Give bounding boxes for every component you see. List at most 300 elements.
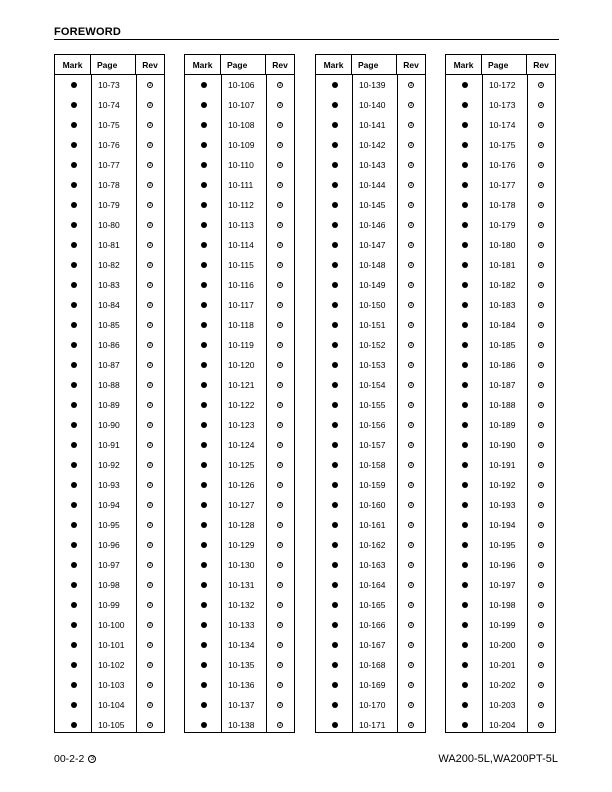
page-cell: 10-88: [98, 380, 120, 390]
revision-mark: 3: [409, 401, 413, 408]
page-cell: 10-199: [489, 620, 516, 630]
page-cell: 10-80: [98, 220, 120, 230]
revision-mark: 3: [278, 461, 282, 468]
mark-cell: [446, 515, 482, 535]
table-row: [316, 495, 425, 515]
bullet-icon: [201, 682, 207, 688]
page-cell: 10-150: [359, 300, 386, 310]
revision-mark: 3: [278, 401, 282, 408]
mark-cell: [185, 435, 221, 455]
page-cell: 10-194: [489, 520, 516, 530]
page-cell: 10-202: [489, 680, 516, 690]
bullet-icon: [201, 642, 207, 648]
mark-cell: [316, 675, 352, 695]
mark-cell: [185, 455, 221, 475]
bullet-icon: [332, 582, 338, 588]
revision-mark: 3: [539, 321, 543, 328]
rev-cell: [397, 135, 425, 155]
mark-cell: [185, 475, 221, 495]
bullet-icon: [201, 502, 207, 508]
table-row: [316, 575, 425, 595]
page-cell: 10-98: [98, 580, 120, 590]
mark-cell: [185, 95, 221, 115]
bullet-icon: [332, 122, 338, 128]
table-row: [55, 455, 164, 475]
mark-cell: [185, 155, 221, 175]
revision-mark: 3: [278, 141, 282, 148]
rev-cell: [527, 655, 555, 675]
mark-cell: [446, 635, 482, 655]
revision-mark: 3: [148, 281, 152, 288]
rev-cell: [266, 455, 294, 475]
mark-cell: [446, 315, 482, 335]
page-cell: 10-170: [359, 700, 386, 710]
page-cell: 10-125: [228, 460, 255, 470]
table-body: [185, 75, 294, 732]
table-row: [55, 255, 164, 275]
mark-cell: [316, 215, 352, 235]
table-row: [185, 215, 294, 235]
mark-cell: [185, 75, 221, 95]
bullet-icon: [201, 322, 207, 328]
rev-cell: [397, 275, 425, 295]
revision-mark: 3: [148, 561, 152, 568]
revision-mark: 3: [278, 681, 282, 688]
mark-cell: [55, 435, 91, 455]
rev-cell: [266, 255, 294, 275]
bullet-icon: [201, 202, 207, 208]
rev-cell: [527, 195, 555, 215]
revision-table-4: [445, 54, 556, 733]
bullet-icon: [201, 102, 207, 108]
rev-cell: [397, 315, 425, 335]
mark-cell: [316, 715, 352, 735]
bullet-icon: [332, 342, 338, 348]
table-row: [55, 315, 164, 335]
table-row: [316, 315, 425, 335]
table-row: [446, 675, 555, 695]
rev-cell: [266, 355, 294, 375]
mark-cell: [55, 235, 91, 255]
mark-cell: [446, 355, 482, 375]
bullet-icon: [201, 462, 207, 468]
revision-mark: 3: [409, 541, 413, 548]
bullet-icon: [332, 322, 338, 328]
rev-cell: [527, 455, 555, 475]
page-cell: 10-99: [98, 600, 120, 610]
bullet-icon: [332, 602, 338, 608]
rev-cell: [136, 235, 164, 255]
table-row: [185, 255, 294, 275]
bullet-icon: [332, 662, 338, 668]
table-row: [446, 375, 555, 395]
rev-cell: [397, 475, 425, 495]
rev-cell: [266, 615, 294, 635]
page-cell: 10-105: [98, 720, 125, 730]
revision-mark: 3: [148, 641, 152, 648]
revision-mark: 3: [409, 621, 413, 628]
page-cell: 10-122: [228, 400, 255, 410]
mark-cell: [316, 455, 352, 475]
table-row: [316, 115, 425, 135]
table-row: [55, 515, 164, 535]
mark-cell: [316, 175, 352, 195]
rev-cell: [136, 115, 164, 135]
mark-cell: [55, 335, 91, 355]
rev-cell: [397, 155, 425, 175]
revision-mark: 3: [278, 221, 282, 228]
mark-cell: [316, 535, 352, 555]
page-cell: 10-143: [359, 160, 386, 170]
table-row: [185, 695, 294, 715]
bullet-icon: [462, 262, 468, 268]
rev-cell: [397, 195, 425, 215]
table-row: [316, 255, 425, 275]
bullet-icon: [201, 402, 207, 408]
rev-cell: [397, 75, 425, 95]
table-row: [185, 575, 294, 595]
bullet-icon: [71, 442, 77, 448]
page-cell: 10-152: [359, 340, 386, 350]
mark-cell: [316, 335, 352, 355]
table-row: [55, 75, 164, 95]
bullet-icon: [201, 522, 207, 528]
rev-cell: [136, 515, 164, 535]
rev-cell: [397, 395, 425, 415]
column-header-mark: Mark: [446, 55, 482, 74]
rev-cell: [266, 655, 294, 675]
revision-mark: 3: [409, 161, 413, 168]
page-cell: 10-183: [489, 300, 516, 310]
bullet-icon: [462, 422, 468, 428]
mark-cell: [55, 355, 91, 375]
revision-mark: 3: [278, 261, 282, 268]
page-cell: 10-114: [228, 240, 254, 250]
revision-mark: 3: [148, 581, 152, 588]
revision-mark: 3: [278, 601, 282, 608]
table-row: [55, 715, 164, 735]
mark-cell: [55, 455, 91, 475]
table-row: [185, 495, 294, 515]
revision-mark: 3: [278, 201, 282, 208]
page-cell: 10-93: [98, 480, 120, 490]
mark-cell: [55, 175, 91, 195]
table-row: [55, 275, 164, 295]
bullet-icon: [332, 182, 338, 188]
table-row: [55, 195, 164, 215]
revision-mark: 3: [409, 461, 413, 468]
bullet-icon: [332, 282, 338, 288]
page-cell: 10-112: [228, 200, 254, 210]
table-row: [316, 155, 425, 175]
bullet-icon: [71, 202, 77, 208]
revision-mark: 3: [148, 701, 152, 708]
table-body: [446, 75, 555, 732]
revision-mark: 3: [278, 441, 282, 448]
footer-page-number-block: [54, 753, 96, 765]
table-body: [316, 75, 425, 732]
page-cell: 10-73: [98, 80, 120, 90]
page-cell: 10-148: [359, 260, 386, 270]
rev-cell: [136, 335, 164, 355]
revision-mark: 3: [409, 501, 413, 508]
bullet-icon: [201, 702, 207, 708]
column-header-rev: Rev: [272, 59, 288, 70]
mark-cell: [446, 655, 482, 675]
mark-cell: [55, 595, 91, 615]
bullet-icon: [201, 182, 207, 188]
mark-cell: [185, 595, 221, 615]
bullet-icon: [462, 502, 468, 508]
mark-cell: [185, 535, 221, 555]
mark-cell: [446, 615, 482, 635]
bullet-icon: [201, 162, 207, 168]
page-cell: 10-146: [359, 220, 386, 230]
bullet-icon: [462, 222, 468, 228]
bullet-icon: [201, 662, 207, 668]
table-row: [316, 375, 425, 395]
rev-cell: [527, 235, 555, 255]
column-header-mark: Mark: [316, 55, 352, 74]
table-row: [316, 515, 425, 535]
revision-mark: 3: [539, 121, 543, 128]
revision-mark: 3: [409, 681, 413, 688]
table-row: [446, 395, 555, 415]
page-cell: 10-76: [98, 140, 120, 150]
mark-cell: [316, 255, 352, 275]
mark-cell: [185, 135, 221, 155]
mark-cell: [185, 175, 221, 195]
footer-model: WA200-5L,WA200PT-5L: [438, 753, 558, 765]
page-cell: 10-163: [359, 560, 386, 570]
mark-cell: [446, 595, 482, 615]
revision-mark: 3: [148, 661, 152, 668]
table-row: [446, 615, 555, 635]
table-row: [185, 315, 294, 335]
mark-cell: [185, 415, 221, 435]
table-row: [316, 695, 425, 715]
revision-mark: 3: [409, 201, 413, 208]
table-row: [316, 295, 425, 315]
bullet-icon: [71, 722, 77, 728]
revision-mark: 3: [409, 301, 413, 308]
bullet-icon: [332, 522, 338, 528]
rev-cell: [266, 235, 294, 255]
rev-cell: [527, 595, 555, 615]
table-row: [185, 415, 294, 435]
revision-mark: 3: [409, 281, 413, 288]
table-row: [185, 275, 294, 295]
revision-mark: 3: [409, 441, 413, 448]
page-cell: 10-91: [98, 440, 120, 450]
mark-cell: [55, 75, 91, 95]
bullet-icon: [201, 362, 207, 368]
rev-cell: [397, 655, 425, 675]
rev-cell: [136, 495, 164, 515]
page-cell: 10-137: [228, 700, 255, 710]
bullet-icon: [332, 402, 338, 408]
table-row: [55, 295, 164, 315]
page-cell: 10-187: [489, 380, 516, 390]
mark-cell: [446, 95, 482, 115]
revision-mark: 3: [148, 161, 152, 168]
bullet-icon: [462, 542, 468, 548]
rev-cell: [266, 375, 294, 395]
rev-cell: [397, 615, 425, 635]
bullet-icon: [71, 562, 77, 568]
bullet-icon: [71, 402, 77, 408]
revision-mark: 3: [278, 241, 282, 248]
page-cell: 10-117: [228, 300, 254, 310]
rev-cell: [527, 675, 555, 695]
page-cell: 10-130: [228, 560, 255, 570]
bullet-icon: [462, 442, 468, 448]
revision-mark: 3: [539, 221, 543, 228]
bullet-icon: [201, 142, 207, 148]
page-cell: 10-198: [489, 600, 516, 610]
mark-cell: [446, 235, 482, 255]
table-row: [446, 155, 555, 175]
bullet-icon: [71, 362, 77, 368]
rev-cell: [527, 375, 555, 395]
mark-cell: [316, 575, 352, 595]
table-row: [316, 275, 425, 295]
bullet-icon: [462, 122, 468, 128]
page-cell: 10-101: [98, 640, 125, 650]
bullet-icon: [71, 182, 77, 188]
bullet-icon: [71, 682, 77, 688]
mark-cell: [185, 195, 221, 215]
revision-mark: 3: [278, 181, 282, 188]
revision-mark: 3: [409, 561, 413, 568]
revision-mark: 3: [539, 401, 543, 408]
rev-cell: [266, 135, 294, 155]
mark-cell: [55, 255, 91, 275]
mark-cell: [185, 635, 221, 655]
mark-cell: [446, 695, 482, 715]
revision-mark: 3: [409, 261, 413, 268]
page-cell: 10-124: [228, 440, 255, 450]
rev-cell: [527, 355, 555, 375]
page-cell: 10-113: [228, 220, 254, 230]
bullet-icon: [71, 702, 77, 708]
bullet-icon: [71, 662, 77, 668]
table-row: [185, 475, 294, 495]
bullet-icon: [462, 462, 468, 468]
bullet-icon: [71, 462, 77, 468]
rev-cell: [397, 375, 425, 395]
page-cell: 10-162: [359, 540, 386, 550]
bullet-icon: [201, 442, 207, 448]
table-row: [55, 475, 164, 495]
table-row: [316, 395, 425, 415]
table-row: [185, 595, 294, 615]
table-row: [185, 235, 294, 255]
column-header-rev: Rev: [403, 59, 419, 70]
rev-cell: [527, 615, 555, 635]
mark-cell: [55, 495, 91, 515]
revision-mark: 3: [539, 201, 543, 208]
page-cell: 10-77: [98, 160, 120, 170]
revision-mark: 3: [148, 501, 152, 508]
mark-cell: [446, 395, 482, 415]
table-row: [185, 635, 294, 655]
bullet-icon: [201, 582, 207, 588]
mark-cell: [316, 415, 352, 435]
page-cell: 10-184: [489, 320, 516, 330]
table-row: [185, 555, 294, 575]
revision-mark: 3: [278, 281, 282, 288]
rev-cell: [266, 475, 294, 495]
bullet-icon: [71, 122, 77, 128]
rev-cell: [527, 715, 555, 735]
revision-mark: 3: [148, 321, 152, 328]
revision-mark: 3: [148, 121, 152, 128]
page-cell: 10-127: [228, 500, 255, 510]
page-cell: 10-89: [98, 400, 120, 410]
mark-cell: [185, 675, 221, 695]
bullet-icon: [71, 382, 77, 388]
bullet-icon: [201, 282, 207, 288]
bullet-icon: [462, 102, 468, 108]
mark-cell: [316, 195, 352, 215]
mark-cell: [446, 375, 482, 395]
rev-cell: [266, 555, 294, 575]
revision-mark: 3: [539, 281, 543, 288]
page-cell: 10-111: [228, 180, 254, 190]
revision-mark: 3: [539, 81, 543, 88]
revision-mark: 3: [148, 601, 152, 608]
page-cell: 10-118: [228, 320, 254, 330]
bullet-icon: [332, 262, 338, 268]
table-row: [55, 655, 164, 675]
bullet-icon: [462, 182, 468, 188]
bullet-icon: [332, 162, 338, 168]
rev-cell: [266, 395, 294, 415]
page-cell: 10-156: [359, 420, 386, 430]
revision-mark: 3: [278, 621, 282, 628]
column-header-page: Page: [221, 55, 266, 74]
table-row: [55, 555, 164, 575]
page-cell: 10-110: [228, 160, 254, 170]
table-row: [55, 495, 164, 515]
table-row: [316, 635, 425, 655]
rev-cell: [397, 295, 425, 315]
mark-cell: [185, 315, 221, 335]
mark-cell: [55, 195, 91, 215]
mark-cell: [316, 635, 352, 655]
page-cell: 10-102: [98, 660, 125, 670]
mark-cell: [446, 715, 482, 735]
revision-mark: 3: [148, 521, 152, 528]
bullet-icon: [332, 622, 338, 628]
revision-mark: 3: [278, 581, 282, 588]
page-cell: 10-97: [98, 560, 120, 570]
page-cell: 10-165: [359, 600, 386, 610]
mark-cell: [185, 255, 221, 275]
revision-mark: 3: [148, 141, 152, 148]
revision-table-1: [54, 54, 165, 733]
page-cell: 10-177: [489, 180, 516, 190]
table-row: [446, 255, 555, 275]
bullet-icon: [71, 102, 77, 108]
mark-cell: [55, 675, 91, 695]
revision-table-2: [184, 54, 295, 733]
table-row: [316, 415, 425, 435]
table-row: [185, 95, 294, 115]
bullet-icon: [462, 622, 468, 628]
revision-mark: 3: [148, 181, 152, 188]
